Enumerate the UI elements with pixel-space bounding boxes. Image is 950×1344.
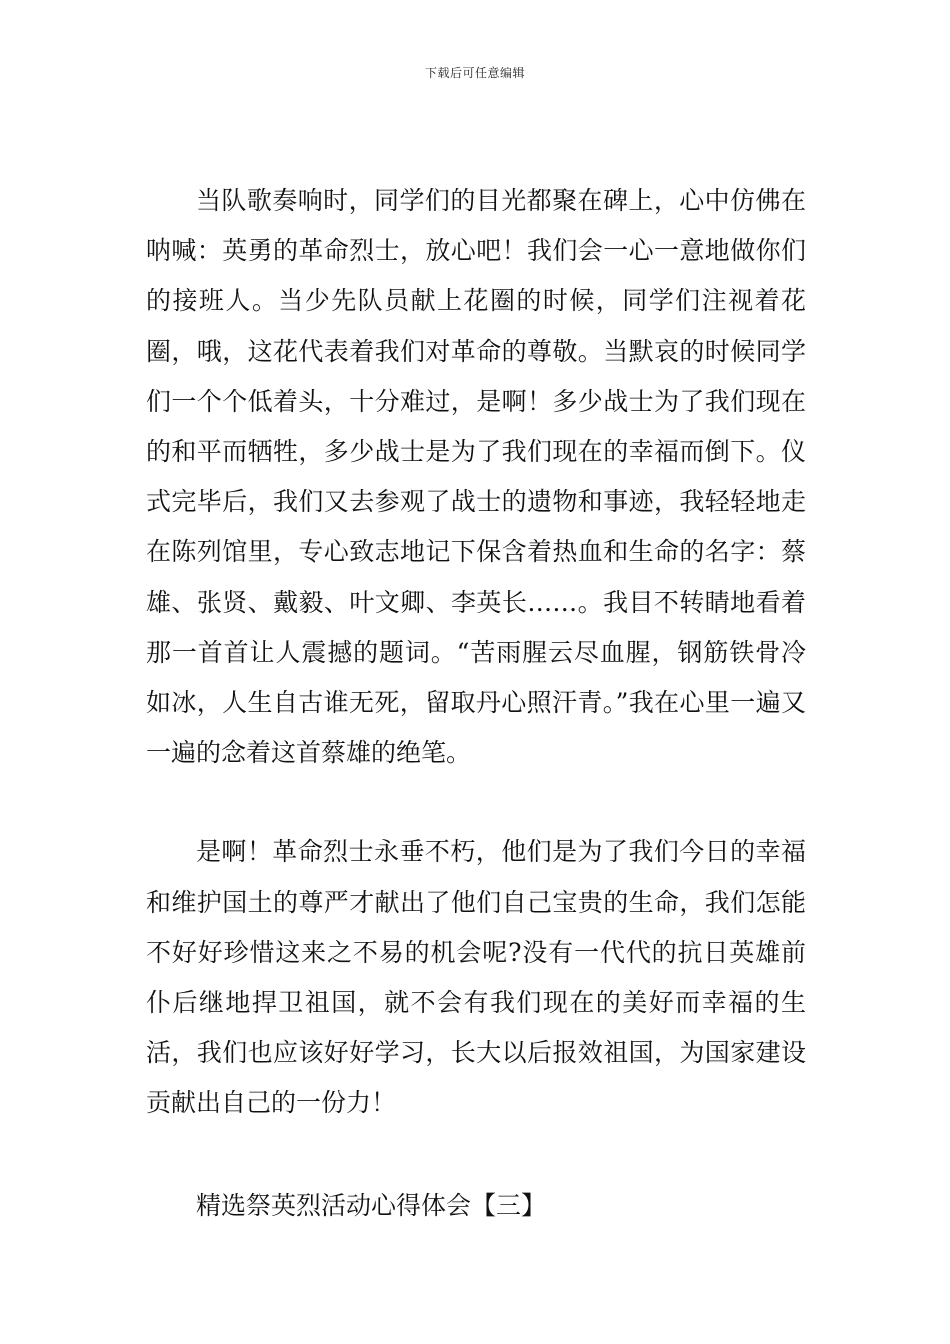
page-header: 下载后可任意编辑 [424,66,525,80]
document-body [146,176,806,1231]
paragraph-2: 是啊！革命烈士永垂不朽，他们是为了我们今日的幸福和维护国土的尊严才献出了他们自己宝贵的生命，我们怎能不好好珍惜这来之不易的机会呢?没有一代代的抗日英雄前仆后继地捍卫祖国，就不会有我们现在的美好而幸福的生活，我们也应该好好学习，长大以后报效祖国，为国家建设贡献出自己的一份力！ [146,837,806,1118]
paragraph-1: 当队歌奏响时，同学们的目光都聚在碑上，心中仿佛在呐喊：英勇的革命烈士，放心吧！我们会一心一意地做你们的接班人。当少先队员献上花圈的时候，同学们注视着花圈，哦，这花代表着我们对革命的尊敬。当默哀的时候同学们一个个低着头，十分难过，是啊！多少战士为了我们现在的和平而牺牲，多少战士是为了我们现在的幸福而倒下。仪式完毕后，我们又去参观了战士的遗物和事迹，我轻轻地走在陈列馆里，专心致志地记下保含着热血和生命的名字：蔡雄、张贤、戴毅、叶文卿、李英长……。我目不转睛地看着那一首首让人震撼的题词。“苦雨腥云尽血腥，钢筋铁骨冷如冰，人生自古谁无死，留取丹心照汗青。”我在心里一遍又一遍的念着这首蔡雄的绝笔。 [146,186,806,768]
section-title: 精选祭英烈活动心得体会【三】 [196,1190,547,1220]
